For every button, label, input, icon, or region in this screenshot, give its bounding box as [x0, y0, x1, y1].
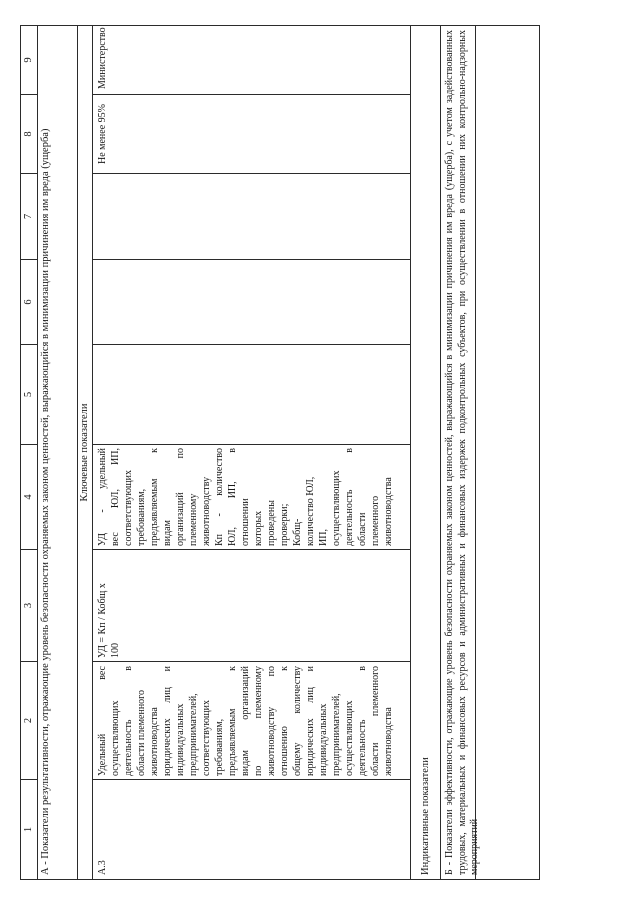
column-number: 5	[23, 391, 34, 398]
column-number: 9	[23, 57, 34, 63]
row-code: А.3	[97, 860, 108, 875]
row-line	[410, 25, 411, 880]
border-top	[20, 25, 21, 880]
column-number: 6	[23, 299, 34, 305]
formula: УД = Кп / Кобщ х 100	[97, 583, 121, 658]
column-number: 4	[23, 494, 34, 500]
section-a-title: А - Показатели результативности, отражающие уровень безопасности охраняемых законом ценностей, выражающийся в минимизации причинения им вреда (ущерба)	[40, 128, 51, 875]
formula-legend: УД - удельный вес ЮЛ, ИП, соответствующих требованиям, предъявляемым к видам организаций по племенному животноводству Кп - количество ЮЛ, ИП, в отношении которых проведены проверки; Кобщ- количество ЮЛ, ИП, осуществляющих деятельность в области племенного животноводства	[97, 448, 394, 546]
col-line	[92, 779, 410, 780]
section-b-title: Б - Показатели эффективности, отражающие уровень безопасности охраняемых законом ценностей, выражающийся в минимизации причинения им вреда (ущерба), с учетом задействованных трудовых, материальных и финансовых ресурсов и административных и финансовых издержек подконтрольных субъектов, при осуществлении в отношении них контрольно-надзорных мероприятий	[444, 30, 480, 875]
column-number: 3	[23, 602, 34, 609]
row-line	[92, 25, 93, 880]
border-bottom	[539, 25, 540, 880]
column-number: 8	[23, 131, 34, 137]
col-line	[92, 259, 410, 260]
indicative-indicators-label: Индикативные показатели	[420, 757, 431, 875]
indicator-name: Удельный вес осуществляющих деятельность в области племенного животноводства юридических лиц и индивидуальных предпринимателей, соответствующих требованиям, предъявляемым к видам организаций по племенному животноводству по отношению к общему количеству юридических лиц и индивидуальных предпринимателей, осуществляющих деятельность в области племенного животноводства	[97, 666, 394, 776]
key-indicators-label: Ключевые показатели	[79, 403, 90, 502]
col-line	[92, 173, 410, 174]
col-line	[92, 444, 410, 445]
col-line	[92, 549, 410, 550]
border-left	[20, 879, 540, 880]
data-source: Министерство	[97, 27, 108, 89]
column-number: 2	[23, 717, 34, 724]
column-number: 7	[23, 213, 34, 220]
col-line	[92, 94, 410, 95]
col-line	[92, 344, 410, 345]
row-line	[37, 25, 38, 880]
row-line	[440, 25, 441, 880]
col-line	[92, 661, 410, 662]
column-number: 1	[23, 826, 34, 833]
target-value: Не менее 95%	[97, 104, 108, 164]
document-page	[20, 25, 540, 880]
